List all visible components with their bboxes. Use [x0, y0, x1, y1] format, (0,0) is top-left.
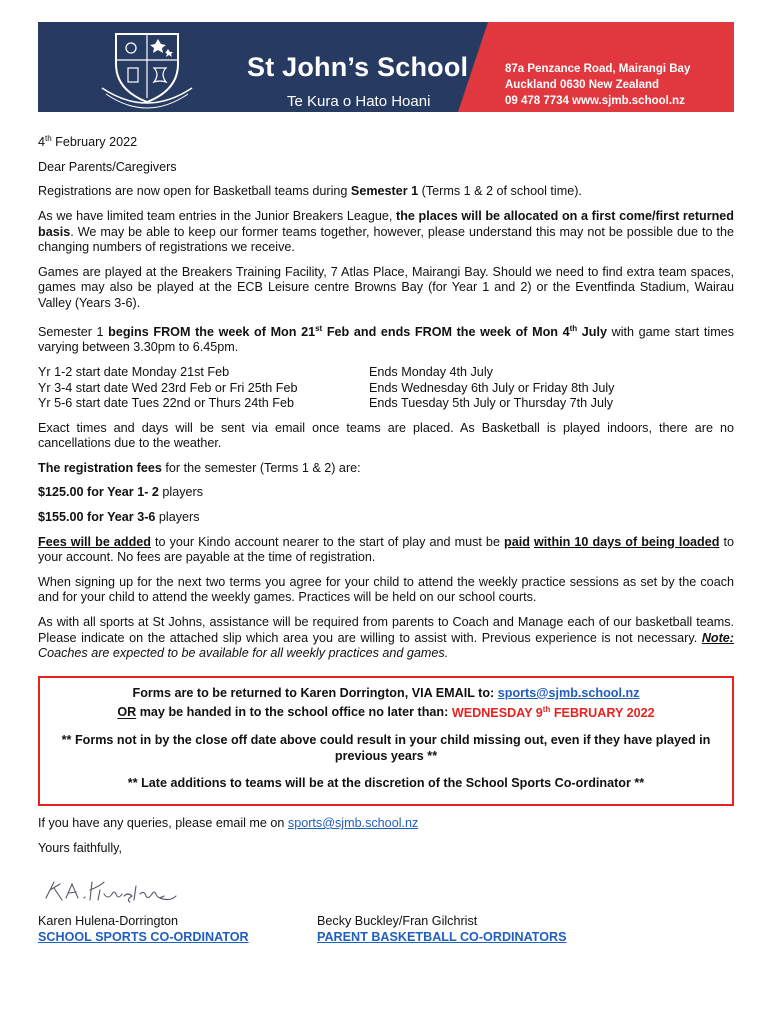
schedule-start-column — [38, 365, 369, 412]
fee-year-3-6: $155.00 for Year 3-6 players — [38, 510, 200, 525]
paragraph-assist: As with all sports at St Johns, assistance will be required from parents to Coach and Manage each of our basketball teams. Please indicate on the attached slip which area you are willing to assist with. Previous experience is not necessary. Note: Coaches are expected to be available for all weekly practices and games. — [38, 615, 734, 661]
schedule-start-yr5-6: Yr 5-6 start date Tues 22nd or Thurs 24th Feb — [38, 396, 294, 411]
school-name: St John’s School — [247, 52, 469, 82]
notice-warning: ** Forms not in by the close off date above could result in your child missing out, even if they have played in previous years ** — [61, 733, 711, 763]
address-line-2: Auckland 0630 New Zealand — [505, 79, 660, 91]
signer-left — [38, 914, 317, 945]
signer-left-role: SCHOOL SPORTS CO-ORDINATOR — [38, 929, 249, 944]
paragraph-entries: As we have limited team entries in the Junior Breakers League, the places will be allocated on a first come/first returned basis. We may be able to keep our former teams together, however, please understand this may not be possible due to the changing numbers of registrations we receive. — [38, 208, 735, 255]
letterhead-banner — [38, 22, 734, 112]
paragraph-games: Games are played at the Breakers Training Facility, 7 Atlas Place, Mairangi Bay. Should we need to find extra team spaces, games may also be played at the ECB Leisure centre Browns Bay (for Year 1 and 2) or the Eventfinda Stadium, Wairau Valley (Years 3-6). — [38, 264, 734, 310]
paragraph-times: Exact times and days will be sent via email once teams are placed. As Basketball is played indoors, there are no cancellations due to the weather. — [38, 420, 734, 451]
schedule-start-yr3-4: Yr 3-4 start date Wed 23rd Feb or Fri 25th Feb — [38, 380, 298, 395]
signer-right — [317, 914, 734, 945]
letter-body — [38, 131, 734, 945]
notice-email-link[interactable]: sports@sjmb.school.nz — [497, 685, 640, 700]
paragraph-practice: When signing up for the next two terms you agree for your child to attend the weekly practice sessions as set by the coach and for your child to attend the weekly games. Practices will be held on our school courts. — [38, 574, 734, 605]
notice-deadline: WEDNESDAY 9th FEBRUARY 2022 — [451, 704, 655, 720]
schedule-end-column — [369, 365, 734, 412]
fee-year-1-2: $125.00 for Year 1- 2 players — [38, 485, 204, 500]
signer-right-name: Becky Buckley/Fran Gilchrist — [317, 914, 478, 929]
school-maori-name: Te Kura o Hato Hoani — [287, 93, 431, 110]
paragraph-kindo: Fees will be added to your Kindo account nearer to the start of play and must be paid within 10 days of being loaded to your account. No fees are payable at the time of registration. — [38, 534, 735, 565]
notice-late-additions: ** Late additions to teams will be at the discretion of the School Sports Co-ordinator ** — [127, 776, 645, 791]
address-line-1: 87a Penzance Road, Mairangi Bay — [505, 63, 691, 75]
salutation: Dear Parents/Caregivers — [38, 159, 177, 174]
queries-email-link[interactable]: sports@sjmb.school.nz — [287, 815, 419, 830]
closing: Yours faithfully, — [38, 840, 123, 855]
paragraph-fees: The registration fees for the semester (Terms 1 & 2) are: — [38, 460, 361, 475]
schedule-table — [38, 365, 734, 412]
schedule-end-yr5-6: Ends Tuesday 5th July or Thursday 7th July — [369, 396, 614, 411]
signer-right-role: PARENT BASKETBALL CO-ORDINATORS — [317, 929, 567, 944]
signer-left-name: Karen Hulena-Dorrington — [38, 914, 179, 929]
paragraph-registration: Registrations are now open for Basketball teams during Semester 1 (Terms 1 & 2 of school time). — [38, 184, 582, 199]
contact-line: 09 478 7734 www.sjmb.school.nz — [505, 95, 685, 107]
letter-date: 4th February 2022 — [38, 134, 138, 150]
schedule-end-yr1-2: Ends Monday 4th July — [369, 364, 493, 379]
schedule-start-yr1-2: Yr 1-2 start date Monday 21st Feb — [38, 364, 230, 379]
notice-return-forms: Forms are to be returned to Karen Dorrington, VIA EMAIL to: sports@sjmb.school.nz OR may be handed in to the school office no later than: WEDNESDAY 9th FEBRUARY 2022 — [117, 685, 655, 720]
signature-image — [40, 876, 734, 906]
notice-box — [38, 676, 734, 806]
signers — [38, 914, 734, 945]
paragraph-queries: If you have any queries, please email me on sports@sjmb.school.nz — [38, 815, 419, 830]
schedule-end-yr3-4: Ends Wednesday 6th July or Friday 8th July — [369, 380, 615, 395]
paragraph-semester: Semester 1 begins FROM the week of Mon 21st Feb and ends FROM the week of Mon 4th July with game start times varying between 3.30pm to 6.45pm. — [38, 323, 735, 355]
signature-graphic — [40, 876, 180, 906]
